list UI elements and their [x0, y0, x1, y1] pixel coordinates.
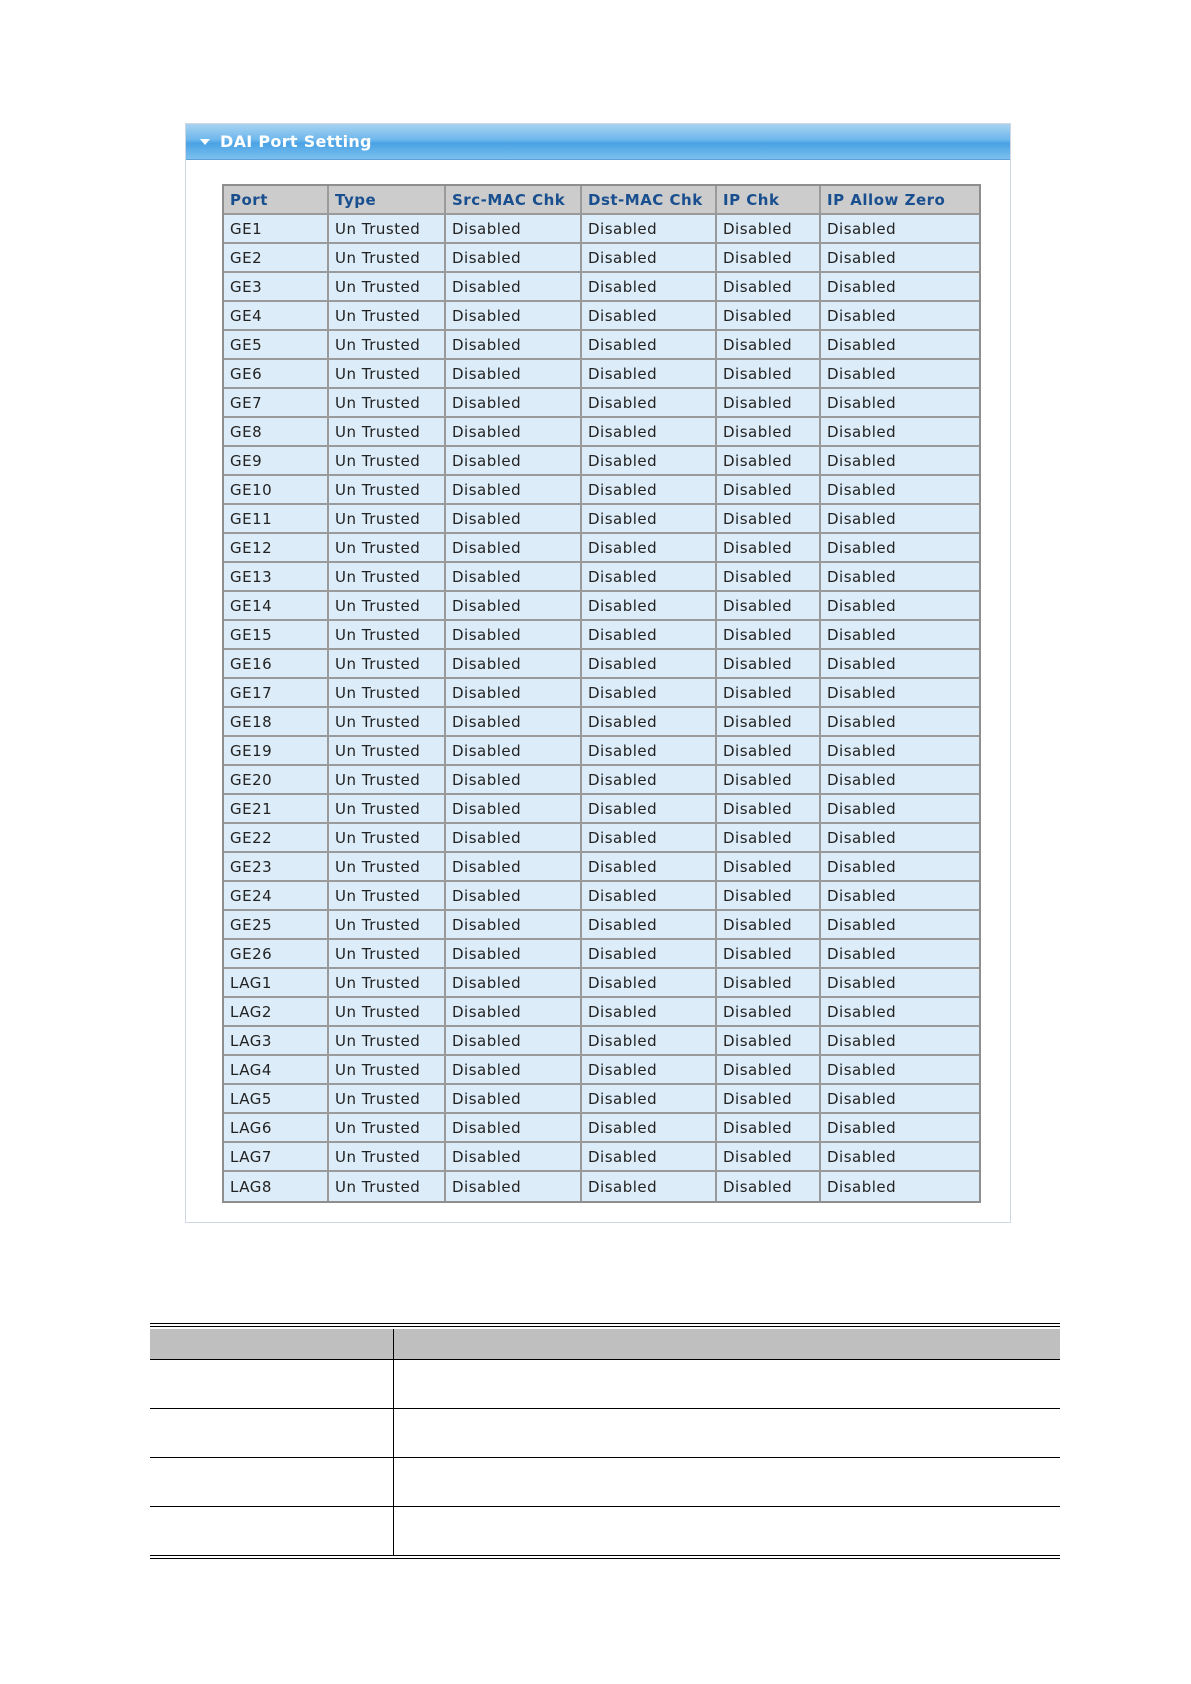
description-row [150, 1360, 1060, 1409]
cell-port: GE13 [224, 563, 329, 592]
cell-ip-chk: Disabled [717, 476, 821, 505]
table-row [224, 853, 979, 882]
cell-dst-mac-chk: Disabled [582, 708, 717, 737]
cell-type: Un Trusted [329, 1172, 446, 1201]
table-row [224, 1056, 979, 1085]
table-row [224, 795, 979, 824]
cell-type: Un Trusted [329, 882, 446, 911]
cell-type: Un Trusted [329, 418, 446, 447]
cell-port: LAG5 [224, 1085, 329, 1114]
description-text-cell [394, 1458, 1060, 1506]
cell-src-mac-chk: Disabled [446, 998, 582, 1027]
cell-ip-chk: Disabled [717, 940, 821, 969]
cell-src-mac-chk: Disabled [446, 1085, 582, 1114]
cell-src-mac-chk: Disabled [446, 1143, 582, 1172]
table-row [224, 940, 979, 969]
cell-dst-mac-chk: Disabled [582, 737, 717, 766]
cell-ip-allow-zero: Disabled [821, 447, 979, 476]
description-table-header [150, 1329, 1060, 1360]
table-row [224, 592, 979, 621]
cell-dst-mac-chk: Disabled [582, 940, 717, 969]
cell-ip-allow-zero: Disabled [821, 1056, 979, 1085]
cell-ip-allow-zero: Disabled [821, 1114, 979, 1143]
cell-ip-chk: Disabled [717, 273, 821, 302]
cell-type: Un Trusted [329, 911, 446, 940]
description-object-cell [150, 1458, 394, 1506]
cell-type: Un Trusted [329, 1056, 446, 1085]
cell-src-mac-chk: Disabled [446, 824, 582, 853]
cell-ip-allow-zero: Disabled [821, 360, 979, 389]
cell-port: GE25 [224, 911, 329, 940]
cell-dst-mac-chk: Disabled [582, 911, 717, 940]
cell-ip-chk: Disabled [717, 592, 821, 621]
cell-type: Un Trusted [329, 650, 446, 679]
column-header-src-mac-chk: Src-MAC Chk [446, 186, 582, 215]
cell-ip-allow-zero: Disabled [821, 766, 979, 795]
column-header-type: Type [329, 186, 446, 215]
cell-dst-mac-chk: Disabled [582, 853, 717, 882]
cell-port: GE2 [224, 244, 329, 273]
cell-ip-allow-zero: Disabled [821, 708, 979, 737]
column-header-ip-allow-zero: IP Allow Zero [821, 186, 979, 215]
cell-ip-allow-zero: Disabled [821, 824, 979, 853]
cell-src-mac-chk: Disabled [446, 708, 582, 737]
cell-dst-mac-chk: Disabled [582, 476, 717, 505]
cell-type: Un Trusted [329, 853, 446, 882]
cell-port: GE20 [224, 766, 329, 795]
cell-port: GE17 [224, 679, 329, 708]
cell-type: Un Trusted [329, 1027, 446, 1056]
cell-port: LAG2 [224, 998, 329, 1027]
cell-dst-mac-chk: Disabled [582, 534, 717, 563]
cell-ip-chk: Disabled [717, 360, 821, 389]
cell-ip-chk: Disabled [717, 418, 821, 447]
table-row [224, 331, 979, 360]
cell-ip-chk: Disabled [717, 1143, 821, 1172]
cell-dst-mac-chk: Disabled [582, 592, 717, 621]
cell-src-mac-chk: Disabled [446, 360, 582, 389]
cell-port: GE12 [224, 534, 329, 563]
table-row [224, 911, 979, 940]
cell-port: LAG7 [224, 1143, 329, 1172]
cell-src-mac-chk: Disabled [446, 795, 582, 824]
cell-ip-chk: Disabled [717, 679, 821, 708]
table-row [224, 505, 979, 534]
cell-src-mac-chk: Disabled [446, 737, 582, 766]
table-header-row [224, 186, 979, 215]
table-row [224, 998, 979, 1027]
cell-src-mac-chk: Disabled [446, 766, 582, 795]
cell-dst-mac-chk: Disabled [582, 969, 717, 998]
cell-ip-chk: Disabled [717, 1172, 821, 1201]
cell-dst-mac-chk: Disabled [582, 824, 717, 853]
cell-src-mac-chk: Disabled [446, 969, 582, 998]
cell-ip-chk: Disabled [717, 302, 821, 331]
cell-type: Un Trusted [329, 592, 446, 621]
cell-dst-mac-chk: Disabled [582, 447, 717, 476]
description-text-cell [394, 1409, 1060, 1457]
cell-ip-chk: Disabled [717, 447, 821, 476]
cell-type: Un Trusted [329, 360, 446, 389]
cell-port: GE23 [224, 853, 329, 882]
cell-ip-allow-zero: Disabled [821, 302, 979, 331]
cell-dst-mac-chk: Disabled [582, 389, 717, 418]
cell-dst-mac-chk: Disabled [582, 650, 717, 679]
cell-type: Un Trusted [329, 737, 446, 766]
cell-port: GE10 [224, 476, 329, 505]
cell-dst-mac-chk: Disabled [582, 621, 717, 650]
cell-ip-chk: Disabled [717, 331, 821, 360]
cell-ip-allow-zero: Disabled [821, 737, 979, 766]
cell-src-mac-chk: Disabled [446, 331, 582, 360]
cell-src-mac-chk: Disabled [446, 215, 582, 244]
cell-ip-allow-zero: Disabled [821, 679, 979, 708]
cell-dst-mac-chk: Disabled [582, 679, 717, 708]
table-row [224, 447, 979, 476]
cell-type: Un Trusted [329, 244, 446, 273]
description-text-cell [394, 1360, 1060, 1408]
dai-port-table [222, 184, 981, 1203]
table-row [224, 534, 979, 563]
cell-ip-allow-zero: Disabled [821, 592, 979, 621]
cell-type: Un Trusted [329, 447, 446, 476]
table-row [224, 1143, 979, 1172]
cell-ip-allow-zero: Disabled [821, 331, 979, 360]
cell-type: Un Trusted [329, 795, 446, 824]
cell-ip-allow-zero: Disabled [821, 244, 979, 273]
cell-dst-mac-chk: Disabled [582, 563, 717, 592]
table-row [224, 215, 979, 244]
cell-src-mac-chk: Disabled [446, 853, 582, 882]
cell-port: LAG6 [224, 1114, 329, 1143]
caret-down-icon[interactable] [200, 139, 210, 145]
cell-type: Un Trusted [329, 1085, 446, 1114]
cell-ip-chk: Disabled [717, 911, 821, 940]
cell-port: GE4 [224, 302, 329, 331]
cell-ip-chk: Disabled [717, 563, 821, 592]
cell-ip-allow-zero: Disabled [821, 534, 979, 563]
cell-dst-mac-chk: Disabled [582, 302, 717, 331]
cell-type: Un Trusted [329, 476, 446, 505]
cell-dst-mac-chk: Disabled [582, 1085, 717, 1114]
cell-dst-mac-chk: Disabled [582, 795, 717, 824]
cell-type: Un Trusted [329, 679, 446, 708]
cell-ip-chk: Disabled [717, 853, 821, 882]
cell-ip-chk: Disabled [717, 969, 821, 998]
cell-src-mac-chk: Disabled [446, 447, 582, 476]
table-row [224, 1114, 979, 1143]
cell-ip-allow-zero: Disabled [821, 998, 979, 1027]
cell-type: Un Trusted [329, 534, 446, 563]
cell-ip-allow-zero: Disabled [821, 215, 979, 244]
cell-port: LAG1 [224, 969, 329, 998]
cell-src-mac-chk: Disabled [446, 592, 582, 621]
cell-type: Un Trusted [329, 331, 446, 360]
cell-port: GE19 [224, 737, 329, 766]
cell-ip-allow-zero: Disabled [821, 563, 979, 592]
cell-ip-allow-zero: Disabled [821, 418, 979, 447]
cell-ip-allow-zero: Disabled [821, 969, 979, 998]
cell-ip-chk: Disabled [717, 1085, 821, 1114]
column-header-dst-mac-chk: Dst-MAC Chk [582, 186, 717, 215]
table-row [224, 679, 979, 708]
table-row [224, 708, 979, 737]
panel-header[interactable] [186, 124, 1010, 160]
description-row [150, 1409, 1060, 1458]
cell-ip-chk: Disabled [717, 708, 821, 737]
cell-ip-chk: Disabled [717, 244, 821, 273]
cell-type: Un Trusted [329, 505, 446, 534]
cell-port: GE26 [224, 940, 329, 969]
cell-src-mac-chk: Disabled [446, 1114, 582, 1143]
cell-ip-allow-zero: Disabled [821, 273, 979, 302]
cell-type: Un Trusted [329, 969, 446, 998]
cell-type: Un Trusted [329, 621, 446, 650]
cell-type: Un Trusted [329, 302, 446, 331]
cell-dst-mac-chk: Disabled [582, 1172, 717, 1201]
cell-src-mac-chk: Disabled [446, 534, 582, 563]
cell-type: Un Trusted [329, 215, 446, 244]
cell-ip-chk: Disabled [717, 998, 821, 1027]
cell-src-mac-chk: Disabled [446, 389, 582, 418]
description-table [150, 1323, 1060, 1559]
table-row [224, 476, 979, 505]
cell-dst-mac-chk: Disabled [582, 360, 717, 389]
cell-type: Un Trusted [329, 708, 446, 737]
cell-dst-mac-chk: Disabled [582, 244, 717, 273]
cell-src-mac-chk: Disabled [446, 476, 582, 505]
table-row [224, 244, 979, 273]
cell-ip-allow-zero: Disabled [821, 505, 979, 534]
description-row [150, 1507, 1060, 1555]
cell-ip-chk: Disabled [717, 650, 821, 679]
cell-dst-mac-chk: Disabled [582, 215, 717, 244]
description-row [150, 1458, 1060, 1507]
cell-src-mac-chk: Disabled [446, 1056, 582, 1085]
cell-ip-chk: Disabled [717, 795, 821, 824]
cell-src-mac-chk: Disabled [446, 302, 582, 331]
table-row [224, 360, 979, 389]
cell-ip-chk: Disabled [717, 215, 821, 244]
cell-port: LAG4 [224, 1056, 329, 1085]
cell-ip-chk: Disabled [717, 534, 821, 563]
cell-dst-mac-chk: Disabled [582, 505, 717, 534]
table-row [224, 621, 979, 650]
cell-ip-allow-zero: Disabled [821, 1027, 979, 1056]
cell-ip-chk: Disabled [717, 766, 821, 795]
cell-type: Un Trusted [329, 766, 446, 795]
cell-src-mac-chk: Disabled [446, 1172, 582, 1201]
table-row [224, 824, 979, 853]
cell-src-mac-chk: Disabled [446, 621, 582, 650]
cell-port: GE6 [224, 360, 329, 389]
cell-ip-allow-zero: Disabled [821, 476, 979, 505]
table-row [224, 882, 979, 911]
cell-src-mac-chk: Disabled [446, 940, 582, 969]
cell-ip-allow-zero: Disabled [821, 389, 979, 418]
cell-ip-chk: Disabled [717, 1027, 821, 1056]
cell-port: GE24 [224, 882, 329, 911]
table-row [224, 1085, 979, 1114]
cell-ip-chk: Disabled [717, 824, 821, 853]
description-header-description [394, 1329, 1060, 1359]
cell-port: GE15 [224, 621, 329, 650]
cell-port: GE5 [224, 331, 329, 360]
cell-src-mac-chk: Disabled [446, 911, 582, 940]
cell-ip-allow-zero: Disabled [821, 882, 979, 911]
cell-port: GE1 [224, 215, 329, 244]
cell-port: GE11 [224, 505, 329, 534]
table-row [224, 1172, 979, 1201]
cell-dst-mac-chk: Disabled [582, 882, 717, 911]
cell-ip-allow-zero: Disabled [821, 1172, 979, 1201]
cell-ip-chk: Disabled [717, 737, 821, 766]
cell-port: GE18 [224, 708, 329, 737]
description-object-cell [150, 1409, 394, 1457]
cell-port: GE9 [224, 447, 329, 476]
table-row [224, 418, 979, 447]
cell-ip-chk: Disabled [717, 621, 821, 650]
cell-dst-mac-chk: Disabled [582, 1056, 717, 1085]
cell-type: Un Trusted [329, 940, 446, 969]
cell-dst-mac-chk: Disabled [582, 998, 717, 1027]
cell-type: Un Trusted [329, 1114, 446, 1143]
cell-src-mac-chk: Disabled [446, 679, 582, 708]
cell-src-mac-chk: Disabled [446, 882, 582, 911]
cell-ip-allow-zero: Disabled [821, 621, 979, 650]
cell-ip-allow-zero: Disabled [821, 911, 979, 940]
cell-port: GE14 [224, 592, 329, 621]
table-row [224, 650, 979, 679]
cell-type: Un Trusted [329, 998, 446, 1027]
cell-src-mac-chk: Disabled [446, 418, 582, 447]
cell-dst-mac-chk: Disabled [582, 273, 717, 302]
cell-dst-mac-chk: Disabled [582, 1114, 717, 1143]
cell-ip-chk: Disabled [717, 389, 821, 418]
panel-title: DAI Port Setting [220, 132, 372, 151]
cell-port: GE7 [224, 389, 329, 418]
table-row [224, 389, 979, 418]
table-row [224, 737, 979, 766]
cell-ip-allow-zero: Disabled [821, 853, 979, 882]
cell-dst-mac-chk: Disabled [582, 1143, 717, 1172]
cell-src-mac-chk: Disabled [446, 650, 582, 679]
cell-port: GE8 [224, 418, 329, 447]
cell-ip-allow-zero: Disabled [821, 650, 979, 679]
cell-dst-mac-chk: Disabled [582, 418, 717, 447]
cell-type: Un Trusted [329, 1143, 446, 1172]
cell-ip-allow-zero: Disabled [821, 940, 979, 969]
column-header-port: Port [224, 186, 329, 215]
cell-type: Un Trusted [329, 824, 446, 853]
column-header-ip-chk: IP Chk [717, 186, 821, 215]
cell-ip-allow-zero: Disabled [821, 1085, 979, 1114]
cell-ip-chk: Disabled [717, 882, 821, 911]
description-text-cell [394, 1507, 1060, 1555]
cell-port: GE3 [224, 273, 329, 302]
cell-dst-mac-chk: Disabled [582, 331, 717, 360]
cell-ip-allow-zero: Disabled [821, 795, 979, 824]
table-row [224, 273, 979, 302]
cell-ip-chk: Disabled [717, 505, 821, 534]
cell-dst-mac-chk: Disabled [582, 766, 717, 795]
cell-src-mac-chk: Disabled [446, 1027, 582, 1056]
cell-type: Un Trusted [329, 389, 446, 418]
cell-port: GE16 [224, 650, 329, 679]
cell-ip-chk: Disabled [717, 1056, 821, 1085]
cell-src-mac-chk: Disabled [446, 505, 582, 534]
cell-port: LAG8 [224, 1172, 329, 1201]
cell-ip-allow-zero: Disabled [821, 1143, 979, 1172]
description-object-cell [150, 1360, 394, 1408]
cell-src-mac-chk: Disabled [446, 273, 582, 302]
cell-dst-mac-chk: Disabled [582, 1027, 717, 1056]
dai-port-setting-panel [185, 123, 1011, 1223]
cell-port: GE22 [224, 824, 329, 853]
cell-port: LAG3 [224, 1027, 329, 1056]
cell-type: Un Trusted [329, 563, 446, 592]
table-row [224, 563, 979, 592]
cell-type: Un Trusted [329, 273, 446, 302]
cell-src-mac-chk: Disabled [446, 563, 582, 592]
table-row [224, 766, 979, 795]
description-object-cell [150, 1507, 394, 1555]
table-row [224, 1027, 979, 1056]
cell-port: GE21 [224, 795, 329, 824]
table-row [224, 302, 979, 331]
description-header-object [150, 1329, 394, 1359]
cell-ip-chk: Disabled [717, 1114, 821, 1143]
cell-src-mac-chk: Disabled [446, 244, 582, 273]
table-row [224, 969, 979, 998]
